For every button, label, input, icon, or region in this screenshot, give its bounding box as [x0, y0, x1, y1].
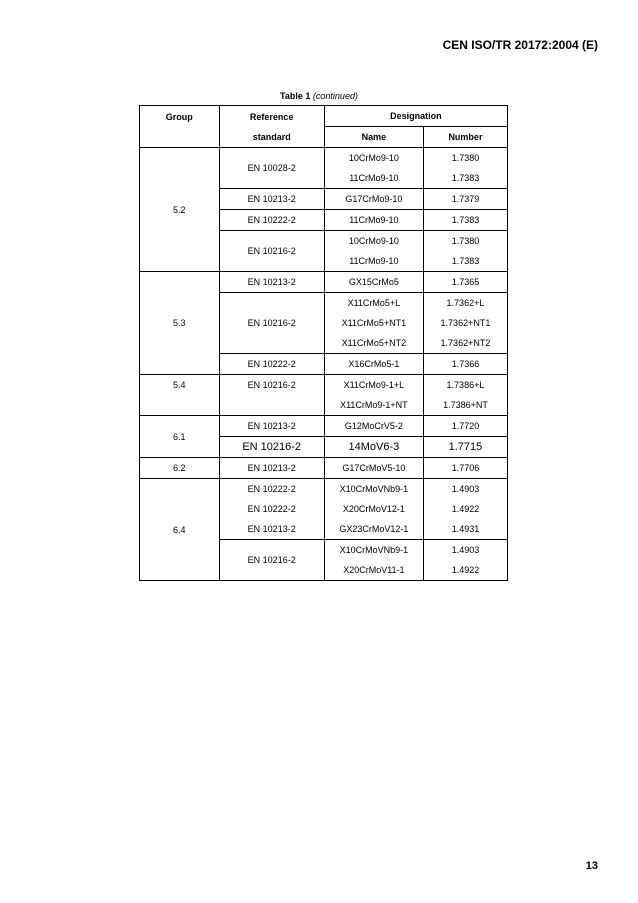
- number-cell: 1.4903 1.4922: [423, 540, 507, 581]
- table-caption: [0, 91, 638, 101]
- reference-cell: EN 10222-2: [219, 354, 324, 375]
- table-caption-label: Table 1: [280, 91, 311, 101]
- header-designation: Designation: [324, 106, 507, 127]
- table-row: [140, 458, 508, 479]
- number-cell: 1.7380 1.7383: [423, 231, 507, 272]
- header-name: Name: [324, 127, 423, 148]
- number-cell: 1.7386+L 1.7386+NT: [423, 375, 507, 416]
- name-cell: 10CrMo9-10 11CrMo9-10: [324, 148, 423, 189]
- name-cell: X10CrMoVNb9-1 X20CrMoV11-1: [324, 540, 423, 581]
- name-cell: X11CrMo5+L X11CrMo5+NT1 X11CrMo5+NT2: [324, 293, 423, 354]
- number-cell: 1.7383: [423, 210, 507, 231]
- number-cell: 1.4903 1.4922 1.4931: [423, 479, 507, 540]
- table-row: [140, 416, 508, 437]
- reference-cell: EN 10213-2: [219, 458, 324, 479]
- reference-cell: EN 10216-2: [219, 437, 324, 458]
- name-cell: G17CrMo9-10: [324, 189, 423, 210]
- group-cell: 5.2: [140, 148, 220, 272]
- number-cell: 1.7362+L 1.7362+NT1 1.7362+NT2: [423, 293, 507, 354]
- group-cell: 6.1: [140, 416, 220, 458]
- group-cell: 6.2: [140, 458, 220, 479]
- table-row: [140, 148, 508, 189]
- name-cell: G12MoCrV5-2: [324, 416, 423, 437]
- table-header-row: [140, 106, 508, 127]
- reference-cell: EN 10222-2 EN 10222-2 EN 10213-2: [219, 479, 324, 540]
- number-cell: 1.7380 1.7383: [423, 148, 507, 189]
- reference-cell: EN 10213-2: [219, 416, 324, 437]
- page-number: 13: [585, 860, 598, 872]
- reference-cell: EN 10216-2: [219, 375, 324, 416]
- reference-cell: EN 10213-2: [219, 272, 324, 293]
- number-cell: 1.7715: [423, 437, 507, 458]
- name-cell: X11CrMo9-1+L X11CrMo9-1+NT: [324, 375, 423, 416]
- name-cell: X10CrMoVNb9-1 X20CrMoV12-1 GX23CrMoV12-1: [324, 479, 423, 540]
- reference-cell: EN 10028-2: [219, 148, 324, 189]
- header-group: Group: [140, 106, 220, 148]
- header-reference-standard: Reference standard: [219, 106, 324, 148]
- document-id: CEN ISO/TR 20172:2004 (E): [442, 38, 598, 52]
- steel-designation-table: [139, 105, 508, 581]
- name-cell: X16CrMo5-1: [324, 354, 423, 375]
- number-cell: 1.7366: [423, 354, 507, 375]
- reference-cell: EN 10222-2: [219, 210, 324, 231]
- name-cell: G17CrMoV5-10: [324, 458, 423, 479]
- group-cell: 5.4: [140, 375, 220, 416]
- name-cell: 11CrMo9-10: [324, 210, 423, 231]
- number-cell: 1.7365: [423, 272, 507, 293]
- table-row: [140, 479, 508, 540]
- reference-cell: EN 10216-2: [219, 540, 324, 581]
- group-cell: 6.4: [140, 479, 220, 581]
- reference-cell: EN 10213-2: [219, 189, 324, 210]
- reference-cell: EN 10216-2: [219, 293, 324, 354]
- reference-cell: EN 10216-2: [219, 231, 324, 272]
- table-row: [140, 272, 508, 293]
- name-cell: GX15CrMo5: [324, 272, 423, 293]
- header-number: Number: [423, 127, 507, 148]
- table-caption-note: (continued): [312, 91, 358, 101]
- name-cell: 14MoV6-3: [324, 437, 423, 458]
- number-cell: 1.7706: [423, 458, 507, 479]
- table-row: [140, 375, 508, 416]
- group-cell: 5.3: [140, 272, 220, 375]
- name-cell: 10CrMo9-10 11CrMo9-10: [324, 231, 423, 272]
- number-cell: 1.7720: [423, 416, 507, 437]
- number-cell: 1.7379: [423, 189, 507, 210]
